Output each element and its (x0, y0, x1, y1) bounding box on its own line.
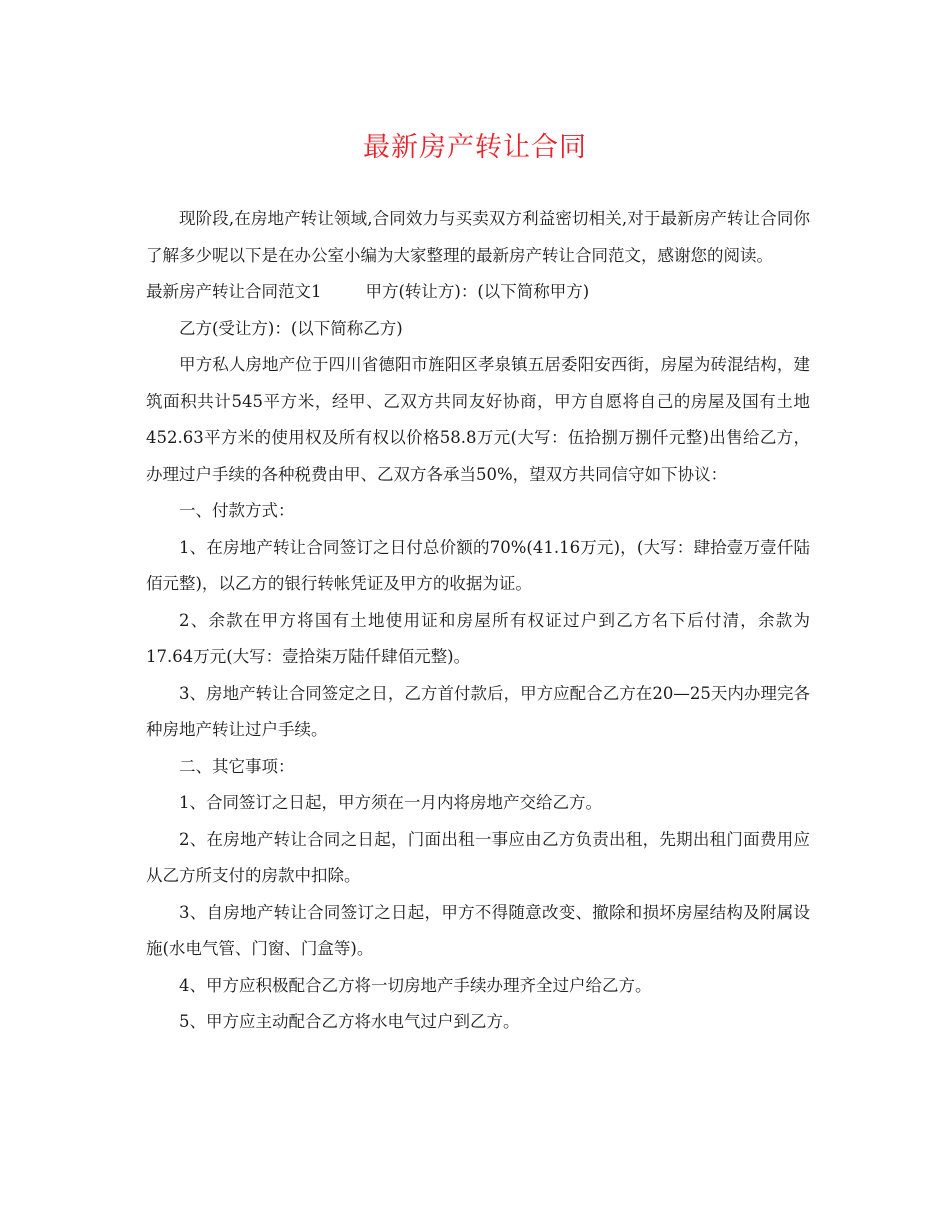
party-b-line: 乙方(受让方)：(以下简称乙方) (179, 318, 403, 338)
paragraph-property-description: 甲方私人房地产位于四川省德阳市旌阳区孝泉镇五居委阳安西街，房屋为砖混结构，建筑面积共计545平方米，经甲、乙双方共同友好协商，甲方自愿将自己的房屋及国有土地452.63平方米的使用权及所有权以价格58.8万元(大写：伍拾捌万捌仟元整)出售给乙方，办理过户手续的各种税费由甲、乙双方各承当50%，望双方共同信守如下协议： (146, 355, 810, 484)
section-heading-payment: 一、付款方式： (179, 501, 295, 520)
clause-other-4: 4、甲方应积极配合乙方将一切房地产手续办理齐全过户给乙方。 (179, 975, 652, 995)
sample-heading-line (146, 274, 810, 311)
clause-other-5: 5、甲方应主动配合乙方将水电气过户到乙方。 (179, 1012, 520, 1031)
clause-payment-3: 3、房地产转让合同签定之日，乙方首付款后，甲方应配合乙方在20—25天内办理完各种房地产转让过户手续。 (146, 683, 810, 739)
intro-paragraph: 现阶段,在房地产转让领域,合同效力与买卖双方利益密切相关,对于最新房产转让合同你了解多少呢以下是在办公室小编为大家整理的最新房产转让合同范文，感谢您的阅读。 (146, 209, 810, 265)
clause-payment-2: 2、余款在甲方将国有土地使用证和房屋所有权证过户到乙方名下后付清，余款为17.64万元(大写：壹拾柒万陆仟肆佰元整)。 (146, 610, 810, 666)
clause-other-1: 1、合同签订之日起，甲方须在一月内将房地产交给乙方。 (179, 793, 602, 812)
party-a-line: 甲方(转让方)：(以下简称甲方) (365, 282, 590, 301)
section-heading-other: 二、其它事项： (179, 756, 295, 776)
clause-other-2: 2、在房地产转让合同之日起，门面出租一事应由乙方负责出租，先期出租门面费用应从乙方所支付的房款中扣除。 (146, 829, 810, 885)
clause-payment-1: 1、在房地产转让合同签订之日付总价额的70%(41.16万元)，(大写：肆拾壹万壹仟陆佰元整)，以乙方的银行转帐凭证及甲方的收据为证。 (146, 537, 810, 593)
clause-other-3: 3、自房地产转让合同签订之日起，甲方不得随意改变、撤除和损坏房屋结构及附属设施(水电气管、门窗、门盒等)。 (146, 902, 810, 958)
sample-heading: 最新房产转让合同范文1 (146, 282, 322, 301)
document-body (146, 200, 810, 1041)
document-title: 最新房产转让合同 (363, 132, 587, 163)
